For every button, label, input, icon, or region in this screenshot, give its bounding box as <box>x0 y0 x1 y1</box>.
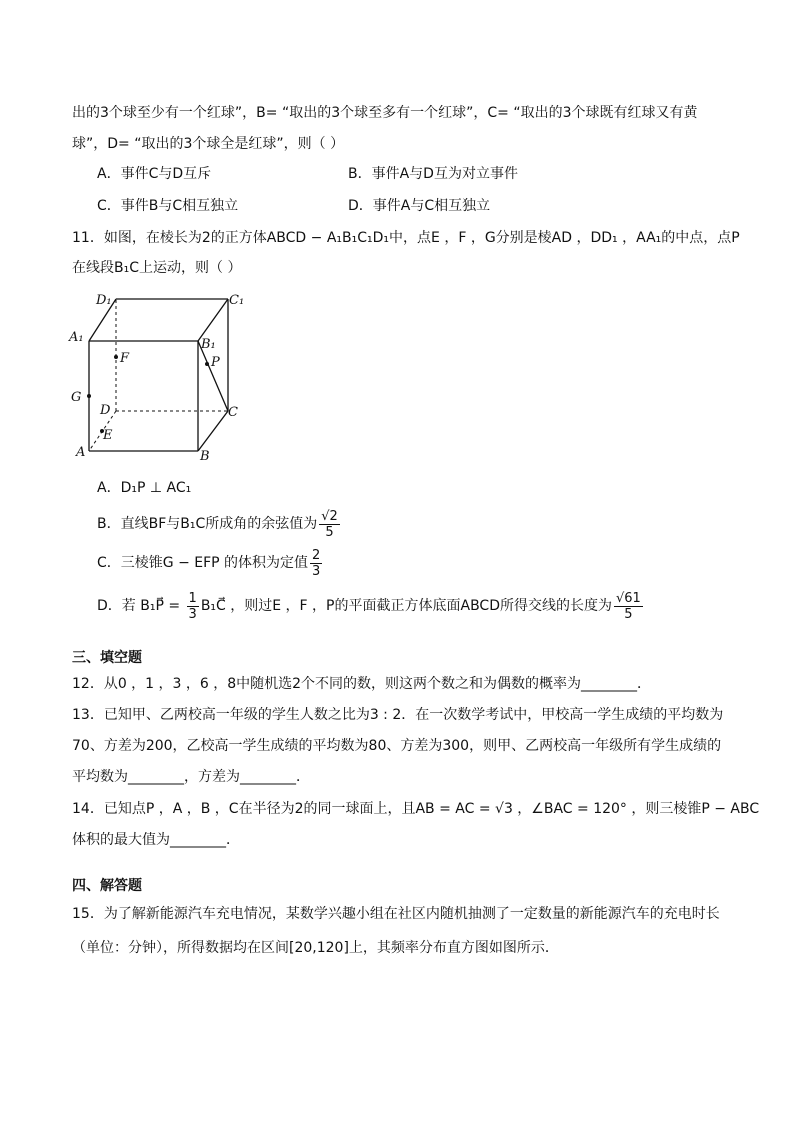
cube-figure <box>66 288 246 468</box>
label-p: P <box>211 355 220 370</box>
q14-text-line1: 14．已知点P ，A ，B ，C在半径为2的同一球面上，且AB = AC = √3 ，∠BAC = 120° ，则三棱锥P − ABC <box>72 801 760 817</box>
fraction-sqrt61-over-5: $\frac{√61}{5}$ <box>616 590 641 622</box>
fraction-sqrt2-over-5: $\frac{√2}{5}$ <box>321 508 338 540</box>
label-b: B <box>200 449 210 464</box>
point-p <box>205 362 209 366</box>
fraction-1-over-3: $\frac{1}{3}$ <box>188 590 197 622</box>
q15-text-line1: 15．为了解新能源汽车充电情况，某数学兴趣小组在社区内随机抽测了一定数量的新能源汽车的充电时长 <box>72 906 720 922</box>
label-e: E <box>103 428 113 443</box>
q11-option-a: A．D₁P ⊥ AC₁ <box>97 480 192 496</box>
q10-text-line1: 出的3个球至少有一个红球”，B= “取出的3个球至多有一个红球”，C= “取出的3个球既有红球又有黄 <box>72 105 698 121</box>
q10-option-d: D．事件A与C相互独立 <box>348 198 491 214</box>
q10-option-b: B．事件A与D互为对立事件 <box>348 166 518 182</box>
label-g: G <box>71 390 82 405</box>
label-d1: D₁ <box>96 293 112 308</box>
q10-text-line2: 球”，D= “取出的3个球全是红球”，则（ ） <box>72 136 345 152</box>
q11-option-b-text: B．直线BF与B₁C所成角的余弦值为 <box>97 516 318 532</box>
label-f: F <box>120 351 130 366</box>
label-c1: C₁ <box>229 293 245 308</box>
q11-option-d-text2: B₁C⃗ ，则过E ，F ，P的平面截正方体底面ABCD所得交线的长度为 <box>200 598 612 614</box>
point-f <box>114 355 118 359</box>
q13-text-line3: 平均数为________，方差为________． <box>72 769 310 785</box>
q12-text: 12．从0 ，1 ，3 ，6 ，8中随机选2个不同的数，则这两个数之和为偶数的概率为________． <box>72 676 652 692</box>
q13-text-line1: 13．已知甲、乙两校高一年级的学生人数之比为3 : 2．在一次数学考试中，甲校高一学生成绩的平均数为 <box>72 707 724 723</box>
q11-text-line1: 11．如图，在棱长为2的正方体ABCD − A₁B₁C₁D₁中，点E ，F ，G分别是棱AD ，DD₁ ，AA₁的中点，点P <box>72 230 740 246</box>
section-3-heading: 三、填空题 <box>72 650 142 666</box>
label-c: C <box>228 405 238 420</box>
q11-option-d <box>97 587 645 625</box>
q11-option-c-text: C．三棱锥G − EFP 的体积为定值 <box>97 555 309 571</box>
q11-text-line2: 在线段B₁C上运动，则（ ） <box>72 260 242 276</box>
q11-option-c <box>97 544 324 582</box>
label-a1: A₁ <box>69 330 84 345</box>
q10-option-c: C．事件B与C相互独立 <box>97 198 239 214</box>
label-a: A <box>76 445 86 460</box>
label-d: D <box>100 403 111 418</box>
q13-text-line2: 70、方差为200，乙校高一学生成绩的平均数为80、方差为300，则甲、乙两校高一年级所有学生成绩的 <box>72 738 722 754</box>
q11-option-d-text1: D．若 B₁P⃗ = <box>97 598 185 614</box>
q10-option-a: A．事件C与D互斥 <box>97 166 212 182</box>
point-g <box>87 394 91 398</box>
fraction-2-over-3: $\frac{2}{3}$ <box>312 547 321 579</box>
q11-option-b <box>97 505 342 543</box>
q15-text-line2: （单位：分钟），所得数据均在区间[20,120]上，其频率分布直方图如图所示． <box>72 940 559 956</box>
section-4-heading: 四、解答题 <box>72 878 142 894</box>
label-b1: B₁ <box>201 337 216 352</box>
q14-text-line2: 体积的最大值为________． <box>72 832 240 848</box>
